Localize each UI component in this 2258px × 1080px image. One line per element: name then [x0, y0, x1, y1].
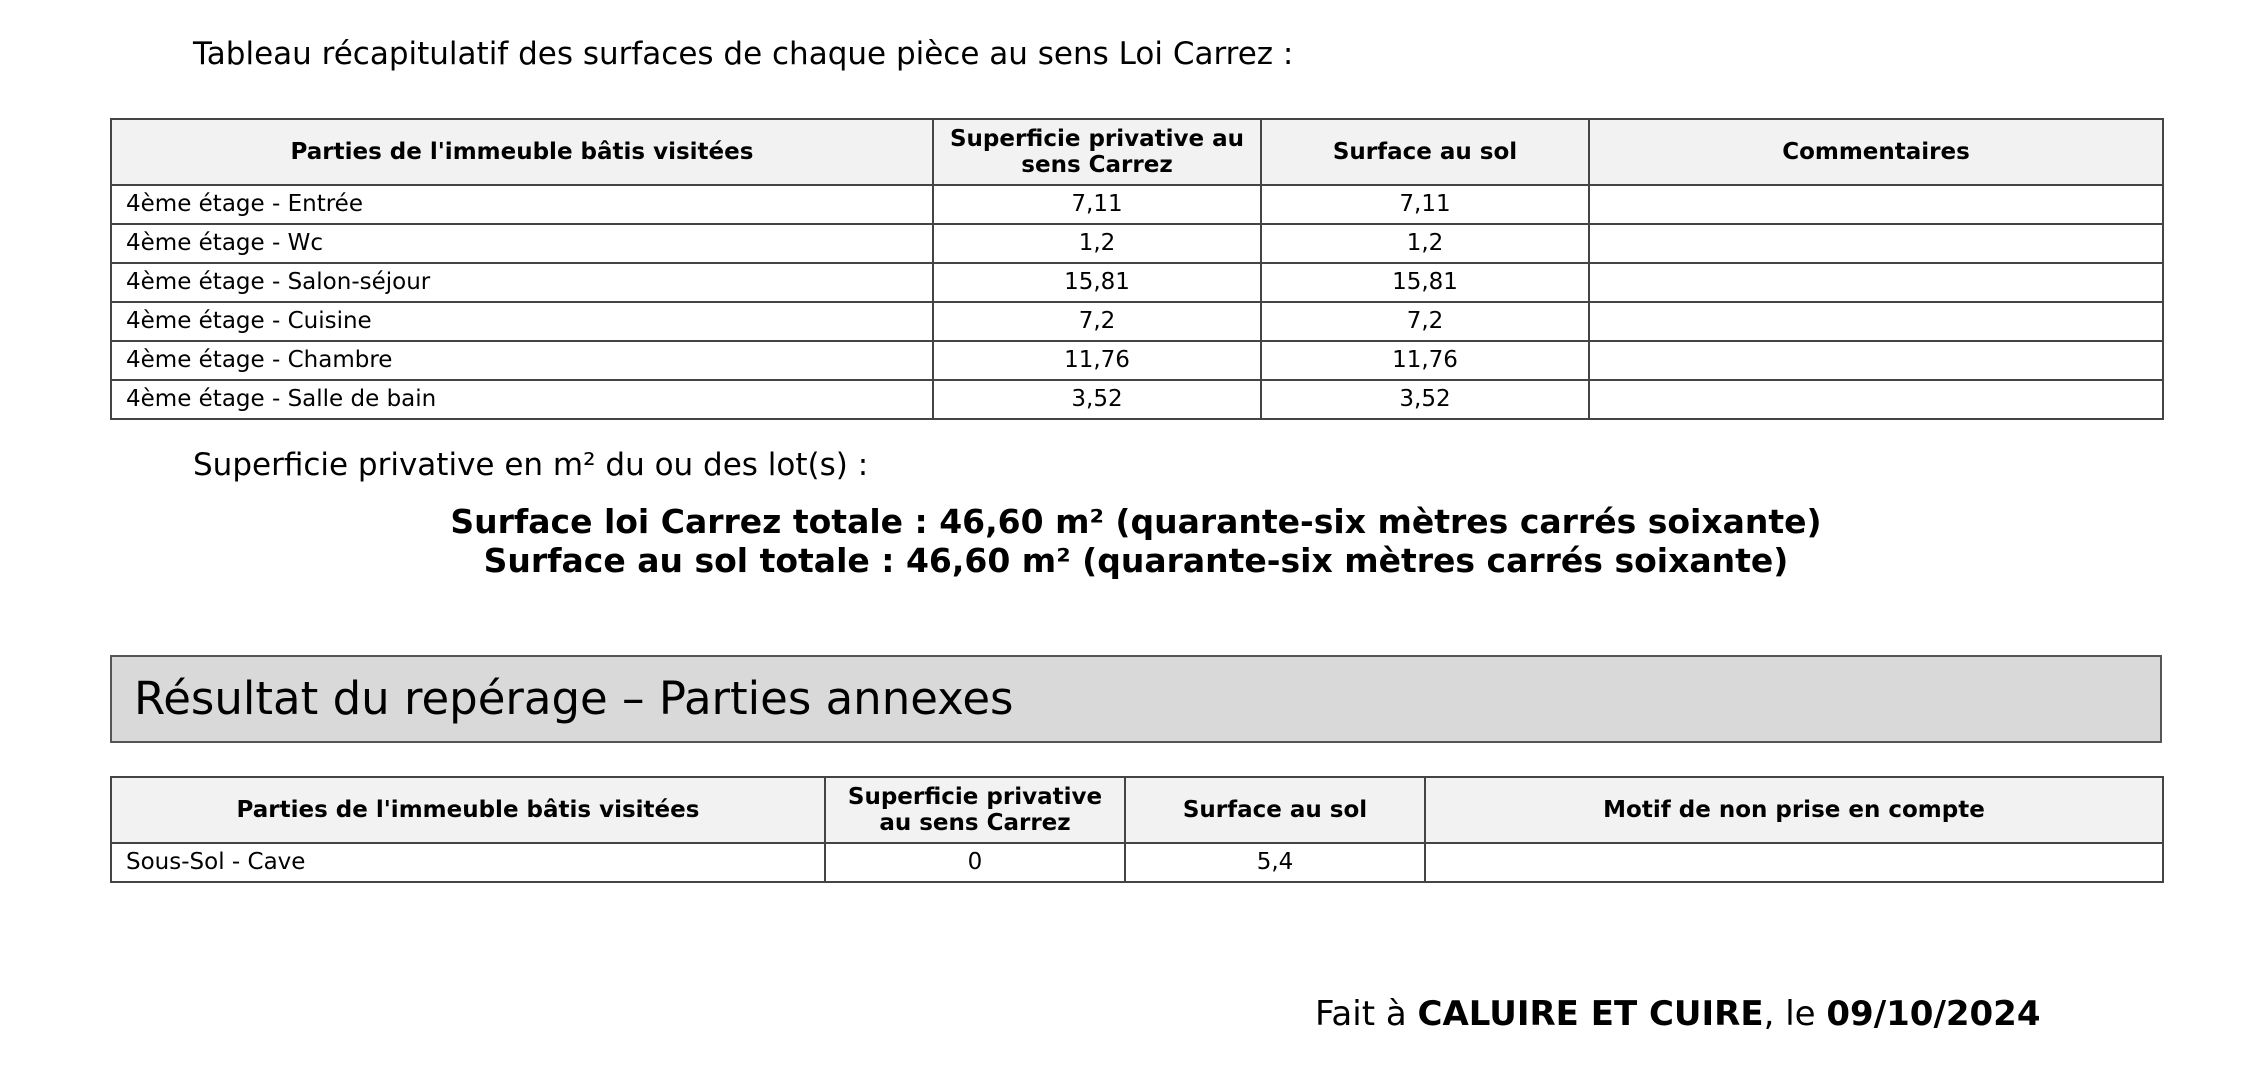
- header-superficie-carrez: Superficie privative au sens Carrez: [933, 119, 1261, 185]
- header-parties: Parties de l'immeuble bâtis visitées: [111, 119, 933, 185]
- signature-place: CALUIRE ET CUIRE: [1417, 994, 1764, 1034]
- total-sol: Surface au sol totale : 46,60 m² (quarante-six mètres carrés soixante): [483, 541, 1789, 580]
- cell-sol: 3,52: [1261, 380, 1589, 419]
- cell-comment: [1589, 224, 2163, 263]
- signature-prefix: Fait à: [1315, 994, 1418, 1034]
- cell-part: 4ème étage - Wc: [111, 224, 933, 263]
- cell-comment: [1589, 341, 2163, 380]
- cell-carrez: 15,81: [933, 263, 1261, 302]
- cell-comment: [1589, 302, 2163, 341]
- cell-carrez: 7,2: [933, 302, 1261, 341]
- cell-sol: 1,2: [1261, 224, 1589, 263]
- cell-sol: 5,4: [1125, 843, 1425, 882]
- cell-comment: [1589, 185, 2163, 224]
- cell-carrez: 7,11: [933, 185, 1261, 224]
- total-carrez: Surface loi Carrez totale : 46,60 m² (quarante-six mètres carrés soixante): [450, 502, 1822, 541]
- carrez-surface-table: [110, 118, 2164, 420]
- header-surface-sol: Surface au sol: [1125, 777, 1425, 843]
- header-parties: Parties de l'immeuble bâtis visitées: [111, 777, 825, 843]
- table-header-row: [111, 777, 2163, 843]
- section-title: Résultat du repérage – Parties annexes: [134, 672, 1014, 725]
- cell-part: Sous-Sol - Cave: [111, 843, 825, 882]
- totals-block: [110, 502, 2162, 580]
- cell-part: 4ème étage - Salle de bain: [111, 380, 933, 419]
- cell-part: 4ème étage - Salon-séjour: [111, 263, 933, 302]
- table-header-row: [111, 119, 2163, 185]
- signature-line: [1315, 990, 2040, 1038]
- cell-sol: 7,11: [1261, 185, 1589, 224]
- table-row: [111, 302, 2163, 341]
- table-row: [111, 341, 2163, 380]
- cell-sol: 11,76: [1261, 341, 1589, 380]
- cell-part: 4ème étage - Chambre: [111, 341, 933, 380]
- cell-carrez: 0: [825, 843, 1125, 882]
- header-surface-sol: Surface au sol: [1261, 119, 1589, 185]
- cell-part: 4ème étage - Cuisine: [111, 302, 933, 341]
- header-commentaires: Commentaires: [1589, 119, 2163, 185]
- annexes-section-header: [110, 655, 2162, 743]
- signature-date: 09/10/2024: [1826, 994, 2041, 1034]
- table-row: [111, 224, 2163, 263]
- superficie-subtitle: Superficie privative en m² du ou des lot(s) :: [193, 447, 869, 483]
- table-row: [111, 263, 2163, 302]
- annexes-table: [110, 776, 2164, 883]
- intro-text: Tableau récapitulatif des surfaces de chaque pièce au sens Loi Carrez :: [193, 36, 1294, 72]
- cell-sol: 15,81: [1261, 263, 1589, 302]
- cell-motif: [1425, 843, 2163, 882]
- table-row: [111, 843, 2163, 882]
- cell-part: 4ème étage - Entrée: [111, 185, 933, 224]
- cell-comment: [1589, 380, 2163, 419]
- cell-comment: [1589, 263, 2163, 302]
- header-superficie-carrez: Superficie privative au sens Carrez: [825, 777, 1125, 843]
- header-motif: Motif de non prise en compte: [1425, 777, 2163, 843]
- table-row: [111, 380, 2163, 419]
- cell-carrez: 3,52: [933, 380, 1261, 419]
- cell-carrez: 1,2: [933, 224, 1261, 263]
- cell-carrez: 11,76: [933, 341, 1261, 380]
- table-row: [111, 185, 2163, 224]
- cell-sol: 7,2: [1261, 302, 1589, 341]
- signature-middle: , le: [1763, 994, 1827, 1034]
